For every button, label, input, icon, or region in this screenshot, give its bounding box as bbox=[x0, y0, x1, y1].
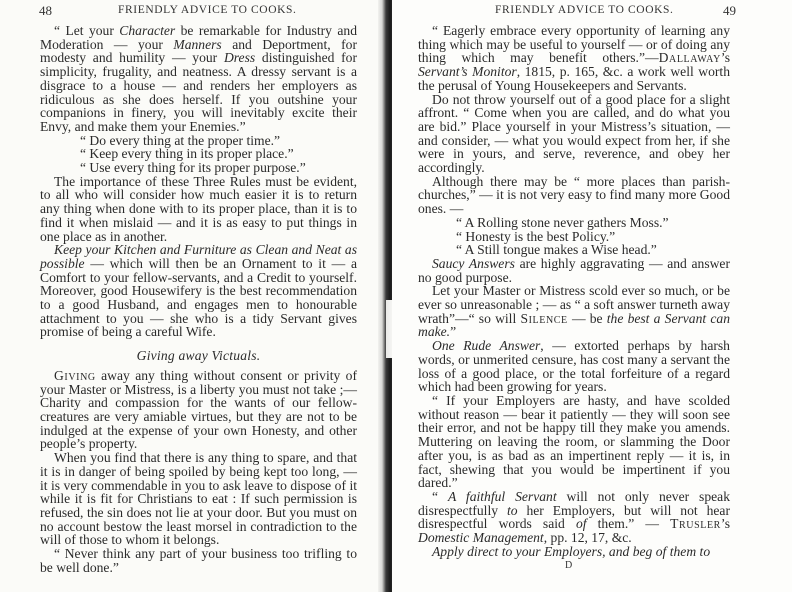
maxim: “ Keep every thing in its proper place.” bbox=[80, 146, 294, 162]
paragraph: When you find that there is any thing to spare, and that it is in danger of being spoiled by being kept too long, — it is very commendable in you to ask leave to dispose of it while it is fit for Christians to eat : If such permission is refused, the sin does not lie at your door. But you must on no account bestow the least morsel in contradiction to the will of those to whom it belongs. bbox=[40, 450, 357, 548]
paragraph: Do not throw yourself out of a good place for a slight affront. “ Come when you are called, and do what you are bid.” Place yourself in your Mistress’s situation, — and consider, — what you would expect from her, if she were in yours, and serve, reverence, and obey her accordingly. bbox=[418, 91, 730, 176]
maxim: “ A Still tongue makes a Wise head.” bbox=[456, 242, 657, 258]
maxim: “ Do every thing at the proper time.” bbox=[80, 132, 281, 148]
maxim: “ Honesty is the best Policy.” bbox=[456, 228, 616, 244]
paragraph: The importance of these Three Rules must be evident, to all who will consider how much easier it is to return any thing when done with to its proper place, than it is to find it when mislaid — and it is as easy to put things in one place as in another. bbox=[40, 173, 357, 244]
maxim: “ A Rolling stone never gathers Moss.” bbox=[456, 214, 669, 230]
paragraph: Saucy Answers are highly aggravating — and answer no good purpose. bbox=[418, 255, 730, 285]
paragraph: Apply direct to your Employers, and beg of them to bbox=[432, 543, 711, 559]
paragraph: “ Never think any part of your business too trifling to be well done.” bbox=[40, 546, 357, 575]
right-page bbox=[392, 0, 792, 592]
page-number-left: 48 bbox=[39, 3, 52, 18]
running-head-left: FRIENDLY ADVICE TO COOKS. bbox=[118, 4, 297, 16]
paragraph: Let your Master or Mistress scold ever so much, or be ever so unreasonable ; — as “ a soft answer turneth away wrath”—“ so will Silence — be the best a Servant can make.” bbox=[418, 283, 730, 340]
section-heading: Giving away Victuals. bbox=[136, 348, 261, 364]
running-head-right: FRIENDLY ADVICE TO COOKS. bbox=[495, 4, 674, 16]
page-number-right: 49 bbox=[723, 3, 736, 18]
paragraph: Giving away any thing without consent or privity of your Master or Mistress, is a liberty you must not take ;— Charity and compassion for the wants of our fellow-creatures are very amiable virtues, but they are not to be indulged at the expense of your own Honesty, and other people’s property. bbox=[40, 367, 357, 452]
paragraph: Keep your Kitchen and Furniture as Clean and Neat as possible — which will then be an Ornament to it — a Comfort to your fellow-servants, and a Credit to yourself. Moreover, good Housewifery is the best recommendation to a good Husband, and engages men to honourable attachment to you — she who is a tidy Servant gives promise of being a careful Wife. bbox=[40, 242, 357, 340]
paragraph: “ A faithful Servant will not only never speak disrespectfully to her Employers, but will not hear disrespectful words said of them.” — Trusler’s Domestic Management, pp. 12, 17, &c. bbox=[418, 488, 731, 546]
right-page-text bbox=[418, 24, 730, 558]
paragraph: “ Let your Character be remarkable for Industry and Moderation — your Manners and Deportment, for modesty and humility — your Dress distinguished for simplicity, frugality, and neatness. A dressy servant is a disgrace to a house — and renders her employers as ridiculous as she does herself. If you outshine your companions in finery, you will inevitably excite their Envy, and make them your Enemies.” bbox=[40, 23, 357, 134]
left-page bbox=[0, 0, 384, 592]
maxim: “ Use every thing for its proper purpose.” bbox=[80, 160, 306, 176]
signature-mark: D bbox=[565, 560, 573, 571]
paragraph: “ If your Employers are hasty, and have scolded without reason — bear it patiently — they will soon see their error, and not be happy till they make you amends. Muttering on leaving the room, or slamming the Door after you, is as bad as an impertinent reply — it is, in fact, shewing that you would be impertinent if you dared.” bbox=[418, 392, 730, 491]
paragraph: Although there may be “ more places than parish-churches,” — it is not very easy to find many more Good ones. — bbox=[418, 173, 730, 217]
left-page-text bbox=[40, 24, 357, 574]
paragraph: “ Eagerly embrace every opportunity of learning any thing which may be useful to yourself — or of doing any thing which may benefit others.”—Dallaway’s Servant’s Monitor, 1815, p. 165, &c. a work well worth the perusal of Young Housekeepers and Servants. bbox=[418, 23, 730, 93]
paragraph: One Rude Answer, — extorted perhaps by harsh words, or unmerited censure, has cost many a servant the loss of a good place, or the total forfeiture of a regard which had been growing for years. bbox=[418, 338, 730, 395]
